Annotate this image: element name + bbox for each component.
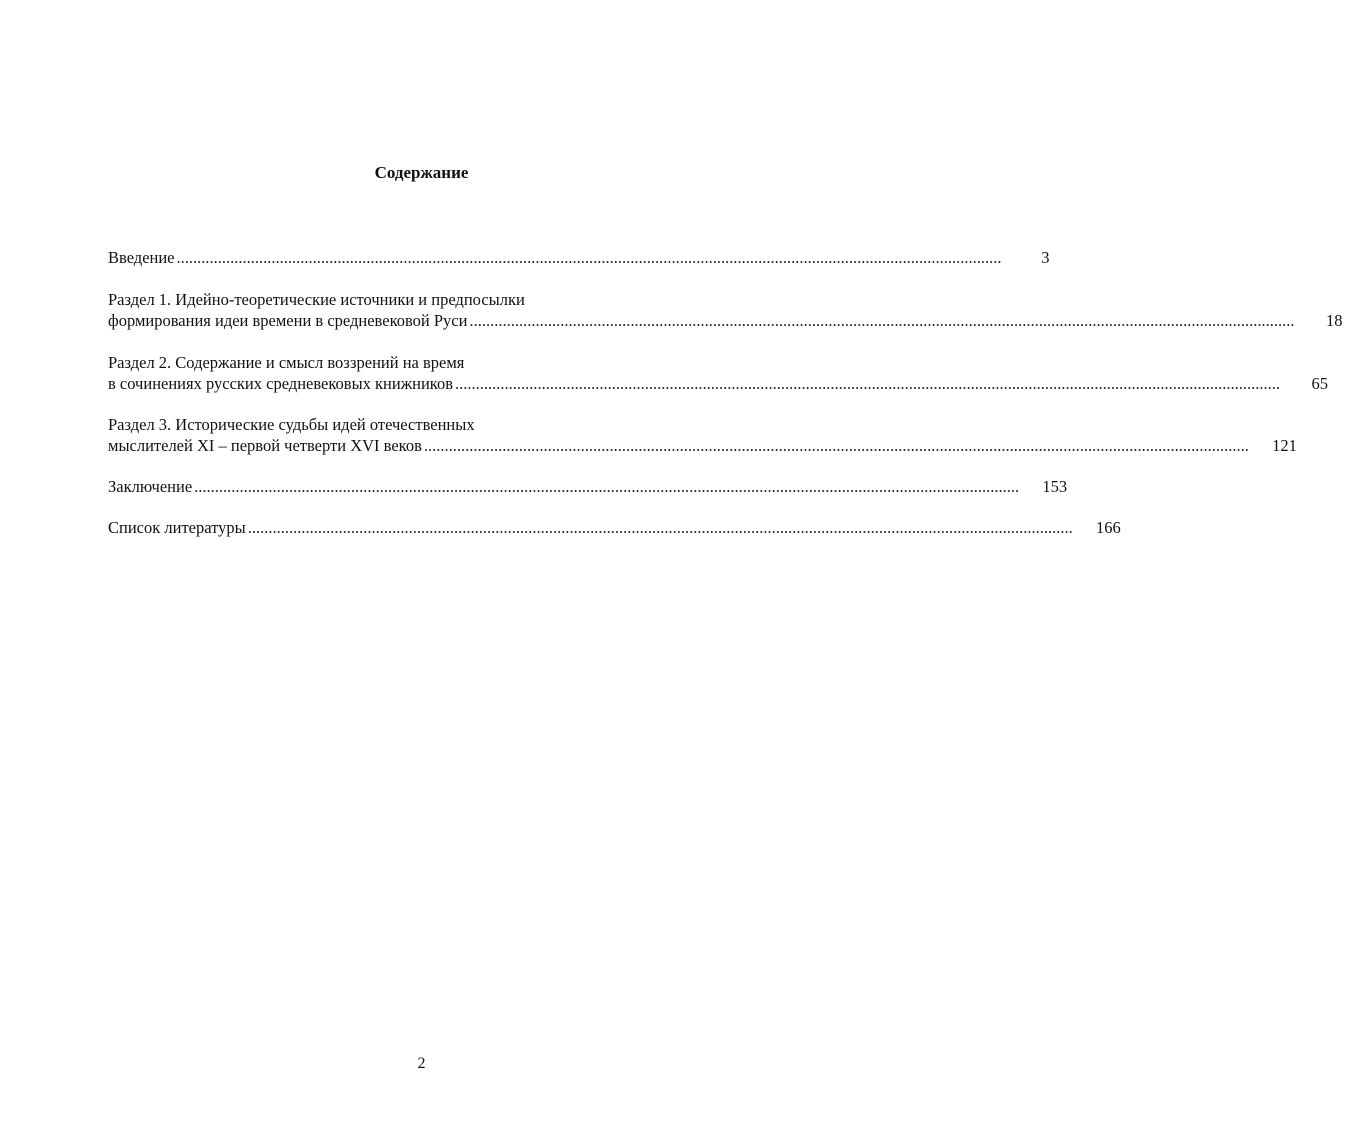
toc-entry-title: Введение — [108, 248, 175, 267]
toc-page-number: 153 — [1042, 477, 1068, 496]
toc-entry-title-line: Раздел 3. Исторические судьбы идей отечественных — [108, 415, 475, 434]
toc-leader-dots: ........................................................................................................................................................................................................ — [469, 311, 1295, 330]
toc-entry-section-3 — [108, 414, 1297, 456]
toc-page-number: 3 — [1041, 248, 1050, 267]
toc-entry-section-1 — [108, 289, 1343, 331]
toc-leader-dots: ........................................................................................................................................................................................................ — [455, 374, 1281, 393]
toc-leader-dots: ........................................................................................................................................................................................................ — [247, 518, 1073, 537]
page-number: 2 — [417, 1055, 426, 1072]
page-title: Содержание — [374, 163, 469, 182]
toc-page-number: 121 — [1272, 436, 1297, 455]
toc-entry-section-2 — [108, 352, 1329, 394]
toc-entry-title-line: Раздел 1. Идейно-теоретические источники и предпосылки — [108, 290, 525, 309]
toc-page-number: 18 — [1325, 311, 1343, 330]
toc-entry-title-line: Раздел 2. Содержание и смысл воззрений на время — [108, 353, 465, 372]
toc-entry-bibliography — [108, 517, 1121, 538]
table-of-contents — [108, 247, 1343, 538]
toc-entry-introduction — [108, 247, 1050, 268]
toc-leader-dots: ........................................................................................................................................................................................................ — [194, 477, 1020, 496]
toc-leader-dots: ........................................................................................................................................................................................................ — [176, 248, 1002, 267]
toc-entry-title: в сочинениях русских средневековых книжников — [108, 374, 454, 393]
toc-leader-dots: ........................................................................................................................................................................................................ — [423, 436, 1249, 455]
toc-page-number: 65 — [1311, 374, 1329, 393]
toc-entry-conclusion — [108, 476, 1068, 497]
toc-entry-title: Заключение — [108, 477, 193, 496]
toc-entry-title: Список литературы — [108, 518, 246, 537]
toc-entry-title: формирования идеи времени в средневековой Руси — [108, 311, 468, 330]
toc-page-number: 166 — [1095, 518, 1121, 537]
toc-entry-title: мыслителей XI – первой четверти XVI веков — [108, 436, 422, 455]
